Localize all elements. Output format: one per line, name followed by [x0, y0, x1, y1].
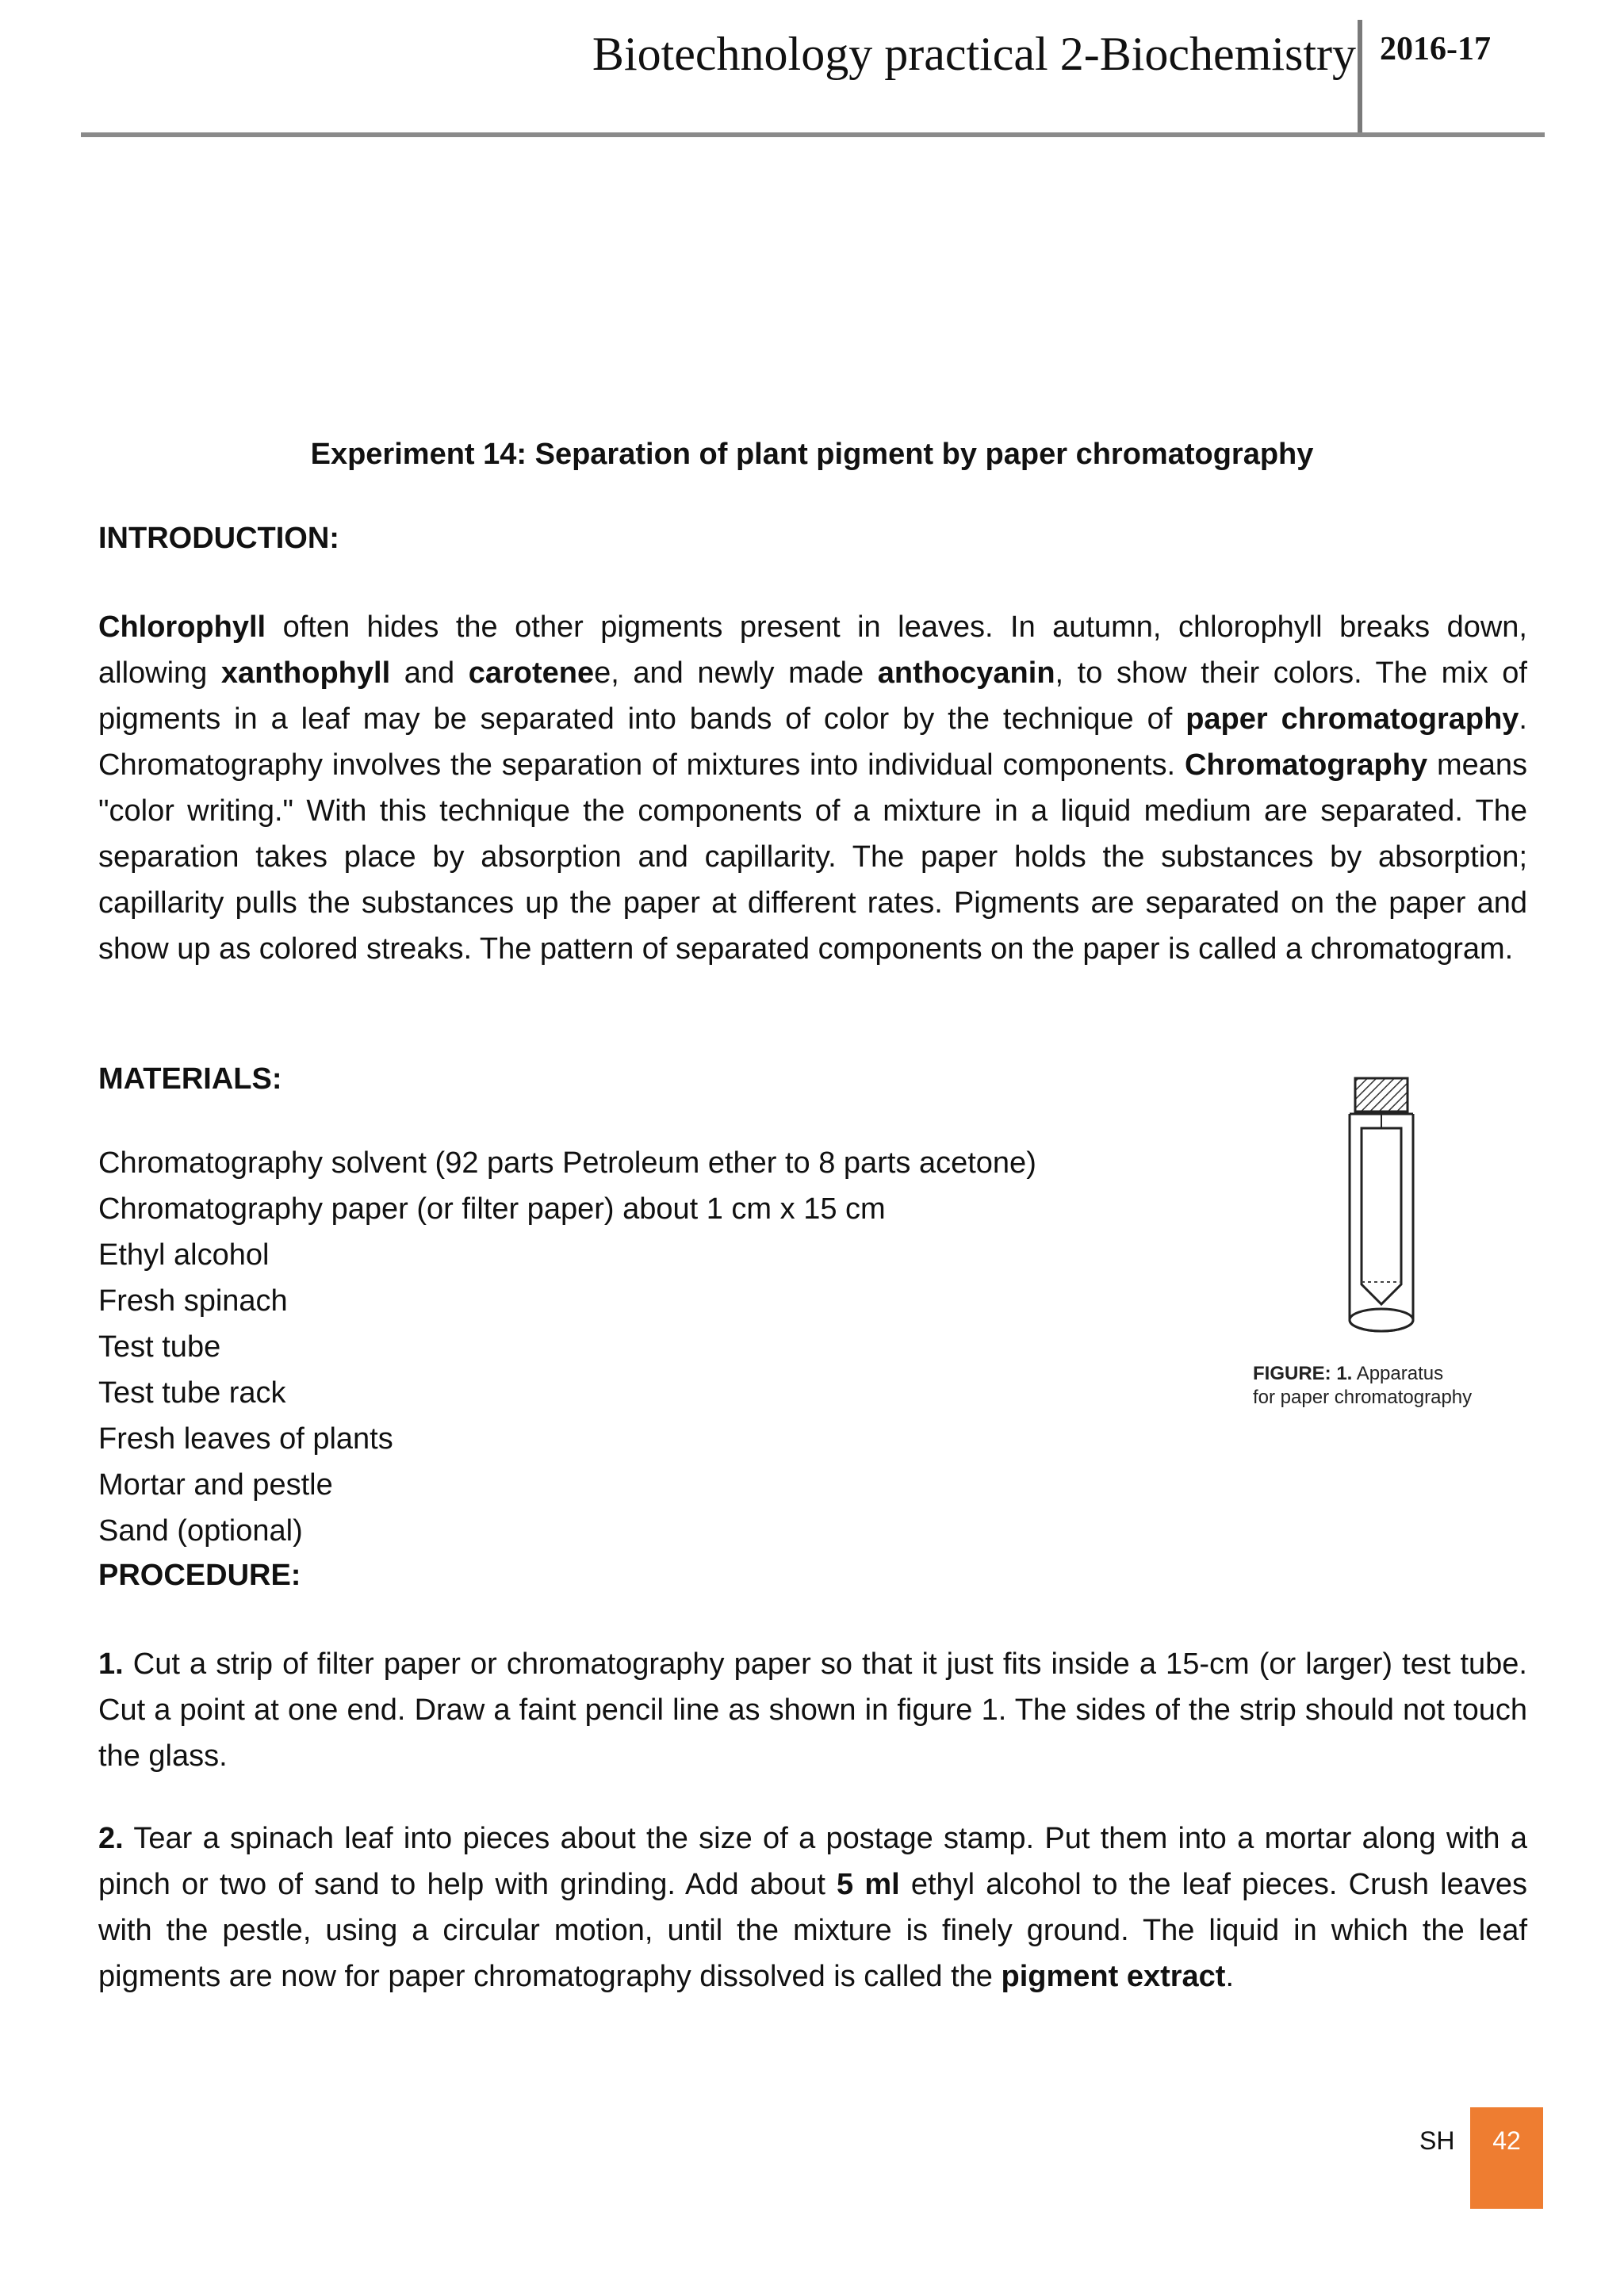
step-bold-text: pigment extract: [1001, 1960, 1226, 1993]
step-bold-text: 5 ml: [837, 1868, 900, 1901]
paper-strip-shape: [1362, 1128, 1401, 1304]
term-anthocyanin: anthocyanin: [877, 656, 1055, 690]
step-text: ethyl alcohol to the leaf pieces. Crush leaves with the pestle, using a circular motion, until the mixture is finely ground. The liquid in which the leaf pigments are now for paper chromatography dissolved is called the: [98, 1868, 1527, 1993]
introduction-paragraph: [98, 604, 1527, 972]
intro-text: and: [390, 656, 469, 690]
footer-initials: SH: [1419, 2126, 1455, 2155]
page-number-badge: [1470, 2107, 1543, 2209]
term-chlorophyll: Chlorophyll: [98, 610, 266, 644]
introduction-heading: INTRODUCTION:: [98, 522, 339, 555]
materials-item: Ethyl alcohol: [98, 1238, 270, 1272]
intro-text: and newly made: [619, 656, 878, 690]
step-text: Cut a strip of filter paper or chromatography paper so that it just fits inside a 15-cm (or larger) test tube. Cut a point at one end. Draw a faint pencil line as shown in figure 1. The sides of the strip should not touch the glass.: [98, 1647, 1527, 1773]
procedure-step-1: [98, 1641, 1527, 1779]
materials-item: Test tube rack: [98, 1376, 286, 1410]
materials-list: [98, 1140, 1036, 1554]
materials-item: Sand (optional): [98, 1514, 303, 1548]
header-divider-vertical: [1358, 20, 1362, 135]
header-title: Biotechnology practical 2-Biochemistry: [592, 28, 1356, 80]
figure-caption: [1253, 1362, 1538, 1410]
materials-item: Chromatography solvent (92 parts Petroleum ether to 8 parts acetone): [98, 1146, 1036, 1180]
header-year: 2016-17: [1380, 31, 1491, 67]
materials-item: Chromatography paper (or filter paper) about 1 cm x 15 cm: [98, 1192, 886, 1226]
figure-caption-line1: Apparatus: [1356, 1363, 1444, 1384]
intro-text: , to show their colors. The mix of pigments in a leaf may be separated into bands of color by the technique of: [98, 656, 1527, 736]
materials-item: Fresh leaves of plants: [98, 1422, 393, 1456]
tube-bottom-shape: [1350, 1309, 1413, 1331]
materials-item: Fresh spinach: [98, 1284, 288, 1318]
procedure-step-2: [98, 1816, 1527, 1999]
figure-label: FIGURE: 1.: [1253, 1363, 1353, 1384]
procedure-heading: PROCEDURE:: [98, 1559, 301, 1592]
intro-text: e,: [594, 656, 619, 690]
step-number: 1.: [98, 1647, 124, 1681]
test-tube-shape: [1350, 1114, 1413, 1331]
term-xanthophyll: xanthophyll: [220, 656, 391, 690]
intro-text: means "color writing." With this technique the components of a mixture in a liquid medium are separated. The separation takes place by absorption and capillarity. The paper holds the substances by absorption; capillarity pulls the substances up the paper at different rates. Pigments are separated on the paper and show up as colored streaks. The pattern of separated components on the paper is called a chromatogram.: [98, 748, 1527, 966]
intro-text: often hides the other pigments present in leaves. In autumn, chlorophyll breaks down, allowing: [98, 610, 1527, 690]
figure-caption-line2: for paper chromatography: [1253, 1387, 1473, 1408]
materials-item: Mortar and pestle: [98, 1468, 333, 1502]
page-number: 42: [1492, 2126, 1521, 2155]
stopper-shape: [1355, 1078, 1408, 1112]
materials-item: Test tube: [98, 1330, 221, 1364]
step-number: 2.: [98, 1822, 124, 1855]
intro-text: . Chromatography involves the separation of mixtures into individual components.: [98, 702, 1527, 782]
experiment-title: Experiment 14: Separation of plant pigment by paper chromatography: [310, 438, 1314, 471]
term-carotene: carotene: [468, 656, 595, 690]
header-divider-horizontal: [81, 132, 1545, 137]
step-text: Tear a spinach leaf into pieces about the size of a postage stamp. Put them into a mortar along with a pinch or two of sand to help with grinding. Add about: [98, 1822, 1527, 1901]
step-text: .: [1225, 1960, 1235, 1993]
term-chromatography: Chromatography: [1184, 748, 1428, 782]
term-paper-chromatography: paper chromatography: [1185, 702, 1519, 736]
materials-heading: MATERIALS:: [98, 1062, 282, 1096]
